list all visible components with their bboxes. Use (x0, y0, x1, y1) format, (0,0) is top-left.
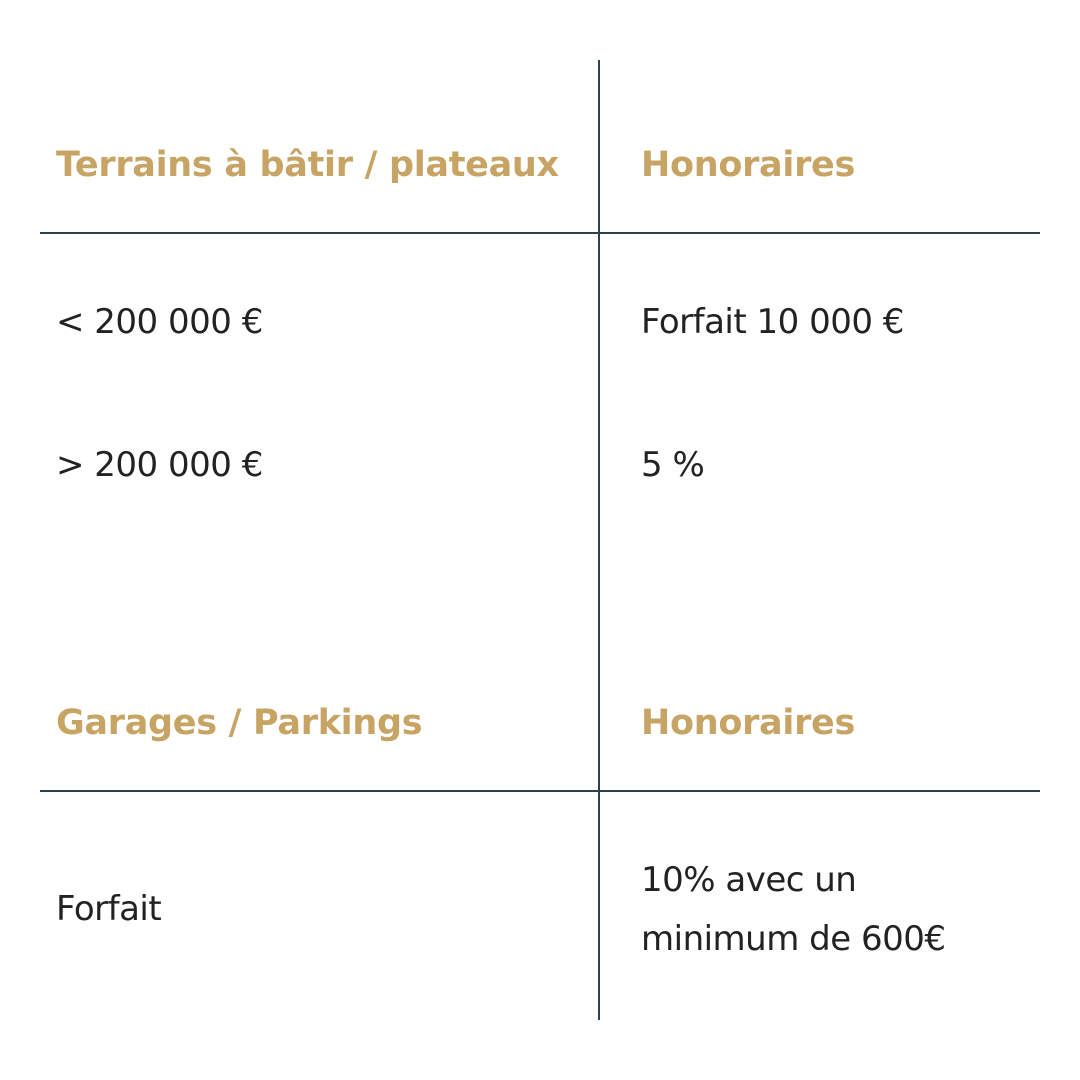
table1-header-fees: Honoraires (641, 145, 856, 185)
table1-row1-fee: Forfait 10 000 € (641, 302, 904, 342)
table2-row1-fee-line2: minimum de 600€ (641, 919, 946, 959)
table2-header-category: Garages / Parkings (56, 703, 423, 743)
table2-row1-fee-line1: 10% avec un (641, 860, 857, 900)
table1-row2-fee: 5 % (641, 445, 705, 485)
table1-row1-category: < 200 000 € (56, 302, 263, 342)
column-divider (598, 60, 600, 1020)
table1-header-rule (40, 232, 1040, 234)
table2-header-rule (40, 790, 1040, 792)
table1-header-category: Terrains à bâtir / plateaux (56, 145, 559, 185)
table1-row2-category: > 200 000 € (56, 445, 263, 485)
table2-row1-category: Forfait (56, 889, 162, 929)
table2-header-fees: Honoraires (641, 703, 856, 743)
